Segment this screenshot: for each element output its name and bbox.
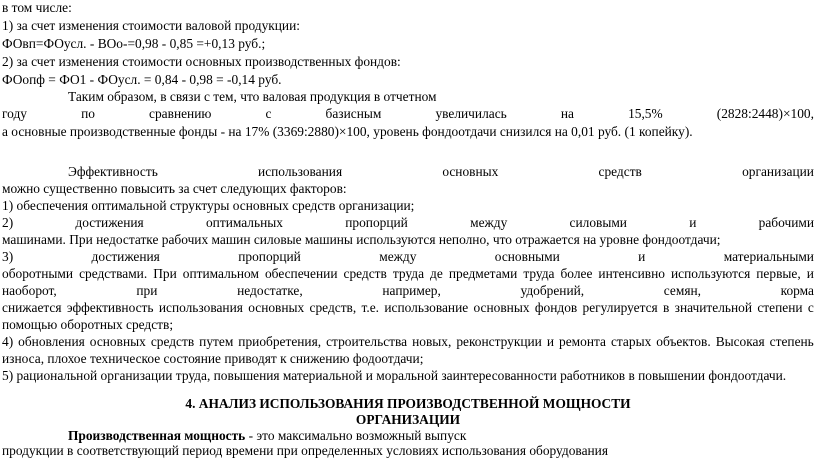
word: степени <box>757 300 803 315</box>
text-line: помощью оборотных средств; <box>2 317 174 332</box>
word: оптимальном <box>182 266 259 281</box>
word: старых <box>610 334 652 349</box>
word: (2828:2448)×100, <box>716 106 814 121</box>
word: де <box>430 266 443 281</box>
word: достижения <box>91 249 160 264</box>
justified-line <box>2 300 814 316</box>
formula-line: ФОопф = ФО1 - ФОусл. = 0,84 - 0,98 = -0,14 руб. <box>2 72 282 87</box>
word: новых, <box>412 334 452 349</box>
word: эффективность <box>66 300 154 315</box>
word: и <box>546 334 555 349</box>
word: базисным <box>325 106 382 121</box>
word: организации <box>742 164 814 179</box>
word: удобрений, <box>520 283 585 298</box>
word: достижения <box>75 215 144 230</box>
word: средств <box>343 266 387 281</box>
definition-text: - это максимально возможный выпуск <box>245 428 467 443</box>
section-heading-line2: ОРГАНИЗАЦИИ <box>355 412 461 427</box>
list-item: 5) рациональной организации труда, повышения материальной и моральной заинтересованности работников в повышении фондоотдачи. <box>2 368 787 383</box>
word: наоборот, <box>2 283 57 298</box>
word: в <box>663 300 670 315</box>
word: использования <box>258 164 343 179</box>
text-line: в том числе: <box>2 0 72 15</box>
list-item: 1) обеспечения оптимальной структуры основных средств организации; <box>2 198 415 213</box>
word: средств, <box>309 300 357 315</box>
word: объектов. <box>656 334 711 349</box>
word: по <box>81 106 95 121</box>
word: средствами. <box>79 266 148 281</box>
word: обеспечении <box>264 266 338 281</box>
word: Высокая <box>715 334 765 349</box>
word: 2) <box>2 215 14 230</box>
word: на <box>560 106 574 121</box>
word: и <box>689 215 697 230</box>
word: семян, <box>663 283 701 298</box>
word: используются <box>671 266 751 281</box>
word: Эффективность <box>68 164 158 179</box>
word: предметами <box>448 266 518 281</box>
word: т.е. <box>361 300 380 315</box>
word: между <box>379 249 417 264</box>
word: недостатке, <box>237 283 303 298</box>
word: с <box>807 300 814 315</box>
word: средств <box>598 164 642 179</box>
word: интенсивно <box>598 266 665 281</box>
word: основными <box>494 249 560 264</box>
word: использования <box>158 300 243 315</box>
word: снижается <box>2 300 62 315</box>
word: использование <box>384 300 469 315</box>
word: корма <box>780 283 814 298</box>
word: При <box>153 266 177 281</box>
word: и <box>638 249 646 264</box>
word: пропорций <box>345 215 408 230</box>
word: основных <box>473 300 530 315</box>
formula-line: ФОвп=ФОусл. - ВОо-=0,98 - 0,85 =+0,13 руб.; <box>2 36 266 51</box>
word: степень <box>769 334 814 349</box>
text-line: 2) за счет изменения стоимости основных производственных фондов: <box>2 54 401 69</box>
text-line: Таким образом, в связи с тем, что валовая продукция в отчетном <box>68 89 437 104</box>
word: увеличилась <box>435 106 507 121</box>
word: году <box>2 106 27 121</box>
text-line: можно существенно повысить за счет следующих факторов: <box>2 181 347 196</box>
section-heading: 4. АНАЛИЗ ИСПОЛЬЗОВАНИЯ ПРОИЗВОДСТВЕННОЙ МОЩНОСТИ <box>185 396 631 411</box>
word: силовыми <box>569 215 627 230</box>
word: ремонта <box>559 334 606 349</box>
word: регулируется <box>582 300 658 315</box>
justified-line <box>2 215 814 231</box>
word: оптимальных <box>205 215 283 230</box>
justified-line <box>2 249 814 265</box>
text-line: 1) за счет изменения стоимости валовой продукции: <box>2 18 300 33</box>
word: оборотными <box>2 266 74 281</box>
word: приобретения, <box>238 334 322 349</box>
word: 3) <box>2 249 14 264</box>
term: Производственная мощность <box>68 428 246 443</box>
word: например, <box>382 283 441 298</box>
word: обновления <box>18 334 85 349</box>
word: средств <box>150 334 195 349</box>
text-line: машинами. При недостатке рабочих машин силовые машины используются неполно, что отражается на уровне фондоотдачи; <box>2 232 721 247</box>
definition-line <box>68 428 814 444</box>
word: основных <box>442 164 499 179</box>
word: труда <box>392 266 425 281</box>
word: путем <box>199 334 234 349</box>
definition-line-2: продукции в соответствующий период времени при определенных условиях использования оборудования <box>2 443 609 458</box>
word: 4) <box>2 334 14 349</box>
word: пропорций <box>238 249 301 264</box>
justified-line <box>2 283 814 299</box>
word: основных <box>248 300 305 315</box>
justified-line <box>68 164 814 180</box>
word: сравнению <box>149 106 212 121</box>
word: при <box>136 283 158 298</box>
justified-line <box>2 334 814 350</box>
word: значительной <box>674 300 753 315</box>
justified-line <box>2 266 814 282</box>
word: фондов <box>534 300 578 315</box>
word: строительства <box>326 334 408 349</box>
word: реконструкции <box>456 334 542 349</box>
word: и <box>806 266 814 281</box>
word: труда <box>523 266 555 281</box>
word: основных <box>89 334 146 349</box>
word: материальными <box>723 249 814 264</box>
word: между <box>470 215 508 230</box>
word: более <box>560 266 593 281</box>
word: 15,5% <box>628 106 663 121</box>
text-line: а основные производственные фонды - на 17% (3369:2880)×100, уровень фондоотдачи снизился на 0,01 руб. (1 копейку). <box>2 124 693 139</box>
justified-line <box>2 106 814 122</box>
word: первые, <box>756 266 801 281</box>
text-line: износа, плохое техническое состояние приводят к снижению фодоотдачи; <box>2 351 424 366</box>
word: рабочими <box>758 215 814 230</box>
word: с <box>265 106 272 121</box>
